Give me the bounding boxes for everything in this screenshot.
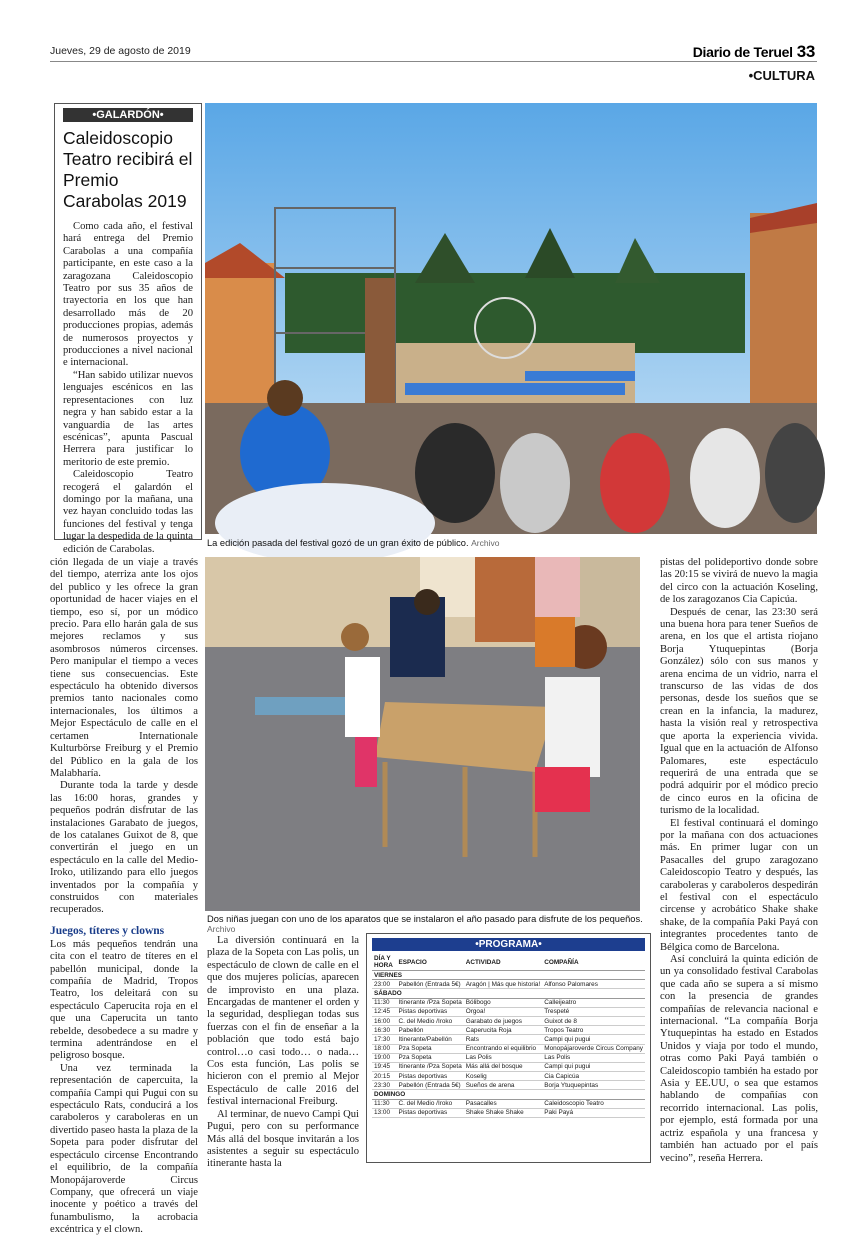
programa-row <box>372 1081 645 1090</box>
box-paragraph: “Han sabido utilizar nuevos lenguajes escénicos en las representaciones con luz negra y han sabido estar a la vanguardia de las artes escénicas”, apunta Pascual Herrera para justificar lo meritorio de este premio. <box>63 369 193 468</box>
issue-date: Jueves, 29 de agosto de 2019 <box>50 45 191 57</box>
programa-rows <box>372 971 645 1118</box>
programa-cell: 16:30 <box>372 1026 397 1035</box>
programa-cell: Pza Sopeta <box>397 1053 464 1062</box>
programa-row <box>372 1026 645 1035</box>
programa-cell: Caperucita Roja <box>464 1026 542 1035</box>
programa-cell: 11:30 <box>372 1099 397 1108</box>
programa-cell: Caleidoscopio Teatro <box>542 1099 645 1108</box>
box-title: Caleidoscopio Teatro recibirá el Premio Carabolas 2019 <box>63 128 193 211</box>
programa-cell: Itinerante /Pza Sopeta <box>398 999 462 1007</box>
programa-cell: Rats <box>464 1035 542 1044</box>
article-paragraph: Así concluirá la quinta edición de un ya consolidado festival Carabolas que cada año se supera a sí mismo con la presencia de grandes compañías de relevancia nacional e internacional. “La compañía Borja Ytuquepintas ha estado en Estados Unidos y viaja por todo el mundo, otras como Paki Payá también o Caleidoscopio también ha estado por Asia y EE.UU, o sea que estamos hablando de compañías con recorrido internacional. Las polis, por ejemplo, está formada por una actriz española y una francesa y también han actuado por el país vecino”, reseña Herrera. <box>660 954 818 1164</box>
programa-cell: Bólibogo <box>464 998 542 1007</box>
brand-name: Diario de Teruel <box>692 44 793 60</box>
programa-cell: Encontrando el equilibrio <box>464 1044 542 1053</box>
programa-row <box>372 1007 645 1016</box>
programa-cell: Pabellón (Entrada 5€) <box>397 1081 464 1090</box>
programa-cell: 20:15 <box>372 1072 397 1081</box>
header-rule <box>50 61 817 62</box>
programa-header-cell: COMPAÑÍA <box>542 954 645 971</box>
programa-cell: Trespeté <box>542 1007 645 1016</box>
section-label: •CULTURA <box>748 68 815 83</box>
photo1-caption-text: La edición pasada del festival gozó de un gran éxito de público. <box>207 538 469 548</box>
article-paragraph: Durante toda la tarde y desde las 16:00 horas, grandes y pequeños podrán disfrutar de las instalaciones Garabato de juegos, de los catalanes Guixot de 8, que convertirán el juego en un espectáculo en la calle del Medio-Iroko, utilizando para ello juegos inventados por la compañía y construidos con materiales recuperados. <box>50 780 198 916</box>
programa-cell: Borja Ytuquepintas <box>542 1081 645 1090</box>
programa-day-row <box>372 1090 645 1099</box>
programa-cell: 19:00 <box>372 1053 397 1062</box>
programa-row <box>372 998 645 1007</box>
photo1-source: Archivo <box>471 538 500 548</box>
programa-cell: 23:30 <box>372 1081 397 1090</box>
programa-cell: Pasacalles <box>464 1099 542 1108</box>
page-number: 33 <box>796 42 815 61</box>
programa-cell: Pistas deportivas <box>397 1072 464 1081</box>
programa-cell: Itinerante /Pza Sopeta <box>398 1063 462 1071</box>
programa-cell: 13:00 <box>372 1108 397 1117</box>
girls-playing-photo <box>205 557 640 911</box>
programa-cell: 23:00 <box>372 980 397 989</box>
section-subhead: Juegos, títeres y clowns <box>50 924 165 937</box>
programa-cell: Pza Sopeta <box>397 1044 464 1053</box>
programa-header-cell: DÍA Y HORA <box>372 954 397 971</box>
programa-day-label: SÁBADO <box>372 989 645 998</box>
box-kicker: •GALARDÓN• <box>63 108 193 122</box>
photo1-caption <box>207 538 817 548</box>
programa-cell: Guixot de 8 <box>542 1016 645 1025</box>
programa-cell: Campi qui pugui <box>542 1062 645 1071</box>
programa-cell: Itinerante/Pabellón <box>397 1035 464 1044</box>
article-paragraph: Después de cenar, las 23:30 será una buena hora para tener Sueños de arena, en los que el artista riojano Borja Ytuquepintas (Borja González) sólo con sus manos y arena encima de un vidrio, narra el transcurso de las vidas de dos personas, desde los sueños que se crean en la infancia, la madurez, hasta la visión real y retrospectiva que aporta la experiencia vivida. Igual que en la actuación de Alfonso Palomares, este espectáculo requerirá de una entrada que se podrá adquirir por el módico precio de cinco euros en la oficina de turismo de la localidad. <box>660 606 818 817</box>
galardon-box <box>54 103 202 555</box>
programa-table-box <box>366 933 651 1163</box>
programa-cell: Calleijeatro <box>542 998 645 1007</box>
programa-cell: Pabellón <box>397 1026 464 1035</box>
programa-row <box>372 980 645 989</box>
programa-cell: Monopájaroverde Circus Company <box>544 1045 643 1053</box>
programa-cell: 16:00 <box>372 1016 397 1025</box>
photo2-source: Archivo <box>207 924 236 934</box>
programa-cell: 19:45 <box>372 1062 397 1071</box>
article-paragraph: Al terminar, de nuevo Campi Qui Pugui, pero con su performance Más allá del bosque invitarán a los asistentes a seguir su espectáculo itinerante hasta la <box>207 1108 359 1170</box>
programa-cell: Pistas deportivas <box>397 1007 464 1016</box>
programa-cell: Paki Payá <box>542 1108 645 1117</box>
programa-cell: Sueños de arena <box>464 1081 542 1090</box>
box-paragraph: Como cada año, el festival hará entrega del Premio Carabolas a una compañía participante, en este caso a la zaragozana Caleidoscopio Teatro por sus 35 años de trayectoria en los que han desarrollado más de 20 producciones propias, además de numerosos proyectos y producciones a nivel nacional e internacional. <box>63 221 193 369</box>
programa-cell: Cia Capicúa <box>542 1072 645 1081</box>
programa-cell: Orgoa! <box>464 1007 542 1016</box>
programa-header-cell: ACTIVIDAD <box>464 954 542 971</box>
programa-day-label: VIERNES <box>372 971 645 980</box>
programa-cell: Tropos Teatro <box>542 1026 645 1035</box>
programa-cell: C. del Medio /Iroko <box>397 1016 464 1025</box>
article-paragraph: El festival continuará el domingo por la mañana con dos actuaciones más. En primer lugar con un Pasacalles del grupo zaragozano Caleidoscopio Teatro y después, las caraboleras y caraboleros despedirán el festival con el espectáculo circense y acrobático Shake shake shake, de la compañía Paki Payá con integrantes procedentes tanto de Bélgica como de Barcelona. <box>660 817 818 953</box>
programa-cell: 12:45 <box>372 1007 397 1016</box>
programa-title: •PROGRAMA• <box>372 938 645 951</box>
article-column-1 <box>50 557 198 1237</box>
programa-day-row <box>372 971 645 980</box>
programa-cell: Más allá del bosque <box>464 1062 542 1071</box>
article-paragraph: pistas del polideportivo donde sobre las 20:15 se vivirá de nuevo la magia del circo con la actuación Koseling, de los zaragozanos Cia Capicúa. <box>660 557 818 606</box>
programa-day-label: DOMINGO <box>372 1090 645 1099</box>
programa-cell: Las Polis <box>542 1053 645 1062</box>
programa-row <box>372 1108 645 1117</box>
article-paragraph: Los más pequeños tendrán una cita con el teatro de títeres en el pabellón municipal, donde la compañía de Madrid, Tropos Teatro, los deleitará con su espectáculo Caperucita roja en el que una Caperucita un tanto rebelde, desobedece a su madre y termina adentrándose en el peligroso bosque. <box>50 938 198 1062</box>
programa-day-row <box>372 989 645 998</box>
programa-cell: Campi qui pugui <box>542 1035 645 1044</box>
programa-cell: 17:30 <box>372 1035 397 1044</box>
article-column-2 <box>207 935 359 1171</box>
programa-row <box>372 1035 645 1044</box>
box-body <box>63 221 193 556</box>
programa-row <box>372 1044 645 1053</box>
programa-cell: Aragón | Más que historia! <box>465 980 541 988</box>
programa-row <box>372 1016 645 1025</box>
programa-table <box>372 954 645 1118</box>
article-paragraph: La diversión continuará en la plaza de la Sopeta con Las polis, un espectáculo de clown de calle en el que dos mujeres policías, aparecen de improvisto en una plaza. Encargadas de mantener el orden y la seguridad, despliegan todas sus fuerzas con el fin de enseñar a la población que todo está bajo control…o casi todo… o nada… Cos esta función, Las polis se hicieron con el premio al Mejor Espectáculo de calle 2016 del festival internacional Freiburg. <box>207 935 359 1108</box>
programa-row <box>372 1072 645 1081</box>
programa-row <box>372 1053 645 1062</box>
programa-cell: 18:00 <box>372 1044 397 1053</box>
photo2-caption-text: Dos niñas juegan con uno de los aparatos que se instalaron el año pasado para disfrute de los pequeños. <box>207 914 643 924</box>
article-paragraph: Una vez terminada la representación de capercuita, la compañía Campi qui Pugui con su espectáculo Rats, conducirá a los caraboleros y caraboleras en un divertido paseo hasta la plaza de la Sopeta para poder disfrutar del espectáculo circense Encontrando el equilibrio, de la compañía Monopájaroverde Circus Company, que ofrecerá un viaje inocente y poético a través del funambulismo, la acrobacia excéntrica y el clown. <box>50 1062 198 1236</box>
article-column-3 <box>660 557 818 1165</box>
box-paragraph: Caleidoscopio Teatro recogerá el galardón el domingo por la mañana, una vez hayan concluido todas las funciones del festival y tenga lugar la despedida de la quinta edición de Carabolas. <box>63 469 193 555</box>
programa-header-cell: ESPACIO <box>397 954 464 971</box>
programa-row <box>372 1062 645 1071</box>
programa-cell: Garabato de juegos <box>464 1016 542 1025</box>
article-paragraph: ción llegada de un viaje a través del tiempo, aterriza ante los ojos del publico y les ofrece la gran oportunidad de hacer viajes en el tiempo, eso sí, por un módico precio. Para ello harán gala de sus mejores reclamos y sus asombrosos números circenses. Pero manipular el tiempo a veces tiene sus consecuencias. Este espectáculo ha obtenido diversos premios tanto nacionales como internacionales, los últimos a Mejor Espectáculo de calle en el certamen Internationale Kulturbörse Freiburg y el Premio del Público en la gala de los Malabharía. <box>50 557 198 779</box>
programa-cell: Pistas deportivas <box>397 1108 464 1117</box>
programa-cell: Alfonso Palomares <box>542 980 645 989</box>
programa-cell: Pabellón (Entrada 5€) <box>397 980 464 989</box>
photo2-caption <box>207 914 647 934</box>
programa-header-row <box>372 954 645 971</box>
programa-cell: C. del Medio /Iroko <box>397 1099 464 1108</box>
programa-cell: 11:30 <box>372 998 397 1007</box>
newspaper-brand <box>693 42 815 62</box>
programa-row <box>372 1099 645 1108</box>
programa-cell: Koselig <box>464 1072 542 1081</box>
programa-cell: Las Polis <box>464 1053 542 1062</box>
festival-crowd-photo <box>205 103 817 534</box>
programa-cell: Shake Shake Shake <box>464 1108 542 1117</box>
